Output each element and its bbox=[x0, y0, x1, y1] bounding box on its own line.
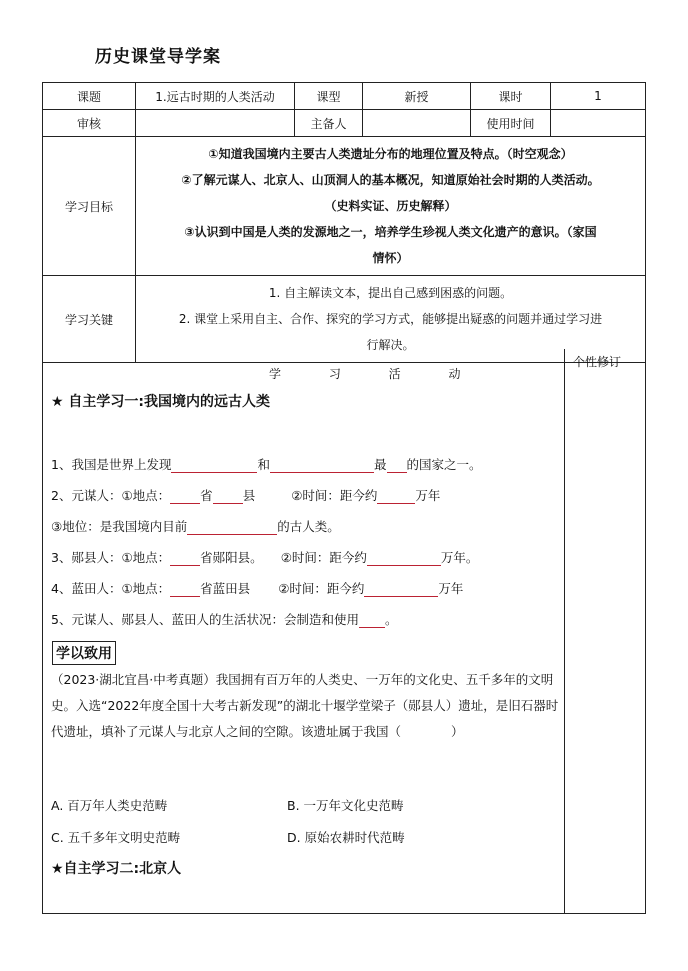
preparer-label: 主备人 bbox=[295, 110, 363, 137]
answer-blank[interactable] bbox=[170, 583, 200, 597]
answer-blank[interactable] bbox=[377, 490, 415, 504]
goals-row bbox=[43, 137, 646, 276]
q2-text-e: 万年 bbox=[415, 488, 441, 503]
question-1 bbox=[51, 455, 482, 473]
lesson-info-table bbox=[42, 82, 646, 363]
answer-blank[interactable] bbox=[367, 552, 441, 566]
question-6 bbox=[51, 610, 397, 628]
goal-line: ②了解元谋人、北京人、山顶洞人的基本概况，知道原始社会时期的人类活动。 bbox=[181, 173, 600, 187]
option-c[interactable]: C. 五千多年文明史范畴 bbox=[51, 830, 181, 845]
review-label: 审核 bbox=[43, 110, 136, 137]
usage-value[interactable] bbox=[551, 110, 646, 137]
answer-blank[interactable] bbox=[270, 459, 374, 473]
q4-text-a: 3、郧县人：①地点： bbox=[51, 550, 171, 565]
q6-text-b: 。 bbox=[384, 612, 398, 627]
question-3 bbox=[51, 517, 340, 535]
key-label: 学习关键 bbox=[43, 276, 136, 363]
lesson-value: 1.远古时期的人类活动 bbox=[136, 83, 295, 110]
goals-label: 学习目标 bbox=[43, 137, 136, 276]
goal-line: ③认识到中国是人类的发源地之一，培养学生珍视人类文化遗产的意识。（家国 bbox=[184, 225, 597, 239]
key-line: 1. 自主解读文本，提出自己感到困惑的问题。 bbox=[268, 286, 513, 300]
q1-text-b: 和 bbox=[257, 457, 270, 472]
q2-text-c: 县 bbox=[242, 488, 256, 503]
q1-text-d: 的国家之一。 bbox=[406, 457, 482, 472]
key-line: 2. 课堂上采用自主、合作、探究的学习方式，能够提出疑惑的问题并通过学习进 bbox=[178, 312, 603, 326]
answer-blank[interactable] bbox=[359, 614, 385, 628]
apply-question: （2023·湖北宜昌·中考真题）我国拥有百万年的人类史、一万年的文化史、五千多年的文明史。入选“2022年度全国十大考古新发现”的湖北十堰学堂梁子（郧县人）遗址，是旧石器时代遗址，填补了元谋人与北京人之间的空隙。该遗址属于我国（ ） bbox=[51, 672, 559, 739]
answer-blank[interactable] bbox=[170, 490, 200, 504]
goal-line: （史料实证、历史解释） bbox=[324, 199, 457, 213]
q4-text-c: ②时间：距今约 bbox=[280, 550, 367, 565]
answer-blank[interactable] bbox=[170, 552, 200, 566]
q5-text-c: ②时间：距今约 bbox=[278, 581, 365, 596]
key-line: 行解决。 bbox=[366, 338, 415, 352]
section2-heading: ★自主学习二:北京人 bbox=[51, 861, 182, 877]
preparer-value[interactable] bbox=[363, 110, 471, 137]
review-row bbox=[43, 110, 646, 137]
question-2 bbox=[51, 486, 440, 504]
q4-text-d: 万年。 bbox=[440, 550, 479, 565]
option-b[interactable]: B. 一万年文化史范畴 bbox=[287, 798, 404, 813]
period-value: 1 bbox=[551, 83, 646, 110]
q3-text-b: 的古人类。 bbox=[277, 519, 340, 534]
activity-section bbox=[42, 349, 646, 914]
q5-text-b: 省蓝田县 bbox=[200, 581, 251, 596]
q3-text-a: ③地位：是我国境内目前 bbox=[51, 519, 188, 534]
option-a[interactable]: A. 百万年人类史范畴 bbox=[51, 798, 168, 813]
answer-blank[interactable] bbox=[364, 583, 438, 597]
revision-label: 个性修订 bbox=[573, 355, 622, 369]
page-title: 历史课堂导学案 bbox=[95, 47, 221, 67]
goals-content bbox=[136, 137, 646, 276]
activity-title: 学 习 活 动 bbox=[269, 367, 483, 381]
answer-blank[interactable] bbox=[187, 521, 277, 535]
type-label: 课型 bbox=[295, 83, 363, 110]
answer-blank[interactable] bbox=[213, 490, 243, 504]
q2-text-b: 省 bbox=[200, 488, 213, 503]
q1-text-a: 1、我国是世界上发现 bbox=[51, 457, 172, 472]
answer-blank[interactable] bbox=[171, 459, 257, 473]
answer-blank[interactable] bbox=[387, 459, 407, 473]
question-4 bbox=[51, 548, 478, 566]
q2-text-d: ②时间：距今约 bbox=[291, 488, 378, 503]
type-value: 新授 bbox=[363, 83, 471, 110]
goal-line: ①知道我国境内主要古人类遗址分布的地理位置及特点。（时空观念） bbox=[208, 147, 573, 161]
review-value[interactable] bbox=[136, 110, 295, 137]
section1-heading: ★ 自主学习一:我国境内的远古人类 bbox=[51, 394, 271, 410]
q6-text-a: 5、元谋人、郧县人、蓝田人的生活状况：会制造和使用 bbox=[51, 612, 359, 627]
q1-text-c: 最 bbox=[373, 457, 387, 472]
lesson-label: 课题 bbox=[43, 83, 136, 110]
usage-label: 使用时间 bbox=[471, 110, 551, 137]
goal-line: 情怀） bbox=[372, 251, 409, 265]
apply-label: 学以致用 bbox=[52, 641, 116, 665]
lesson-row bbox=[43, 83, 646, 110]
q2-text-a: 2、元谋人：①地点： bbox=[51, 488, 171, 503]
column-divider bbox=[564, 349, 565, 913]
q5-text-d: 万年 bbox=[438, 581, 464, 596]
period-label: 课时 bbox=[471, 83, 551, 110]
q4-text-b: 省郧阳县。 bbox=[200, 550, 263, 565]
option-d[interactable]: D. 原始农耕时代范畴 bbox=[287, 830, 405, 845]
question-5 bbox=[51, 579, 463, 597]
q5-text-a: 4、蓝田人：①地点： bbox=[51, 581, 171, 596]
